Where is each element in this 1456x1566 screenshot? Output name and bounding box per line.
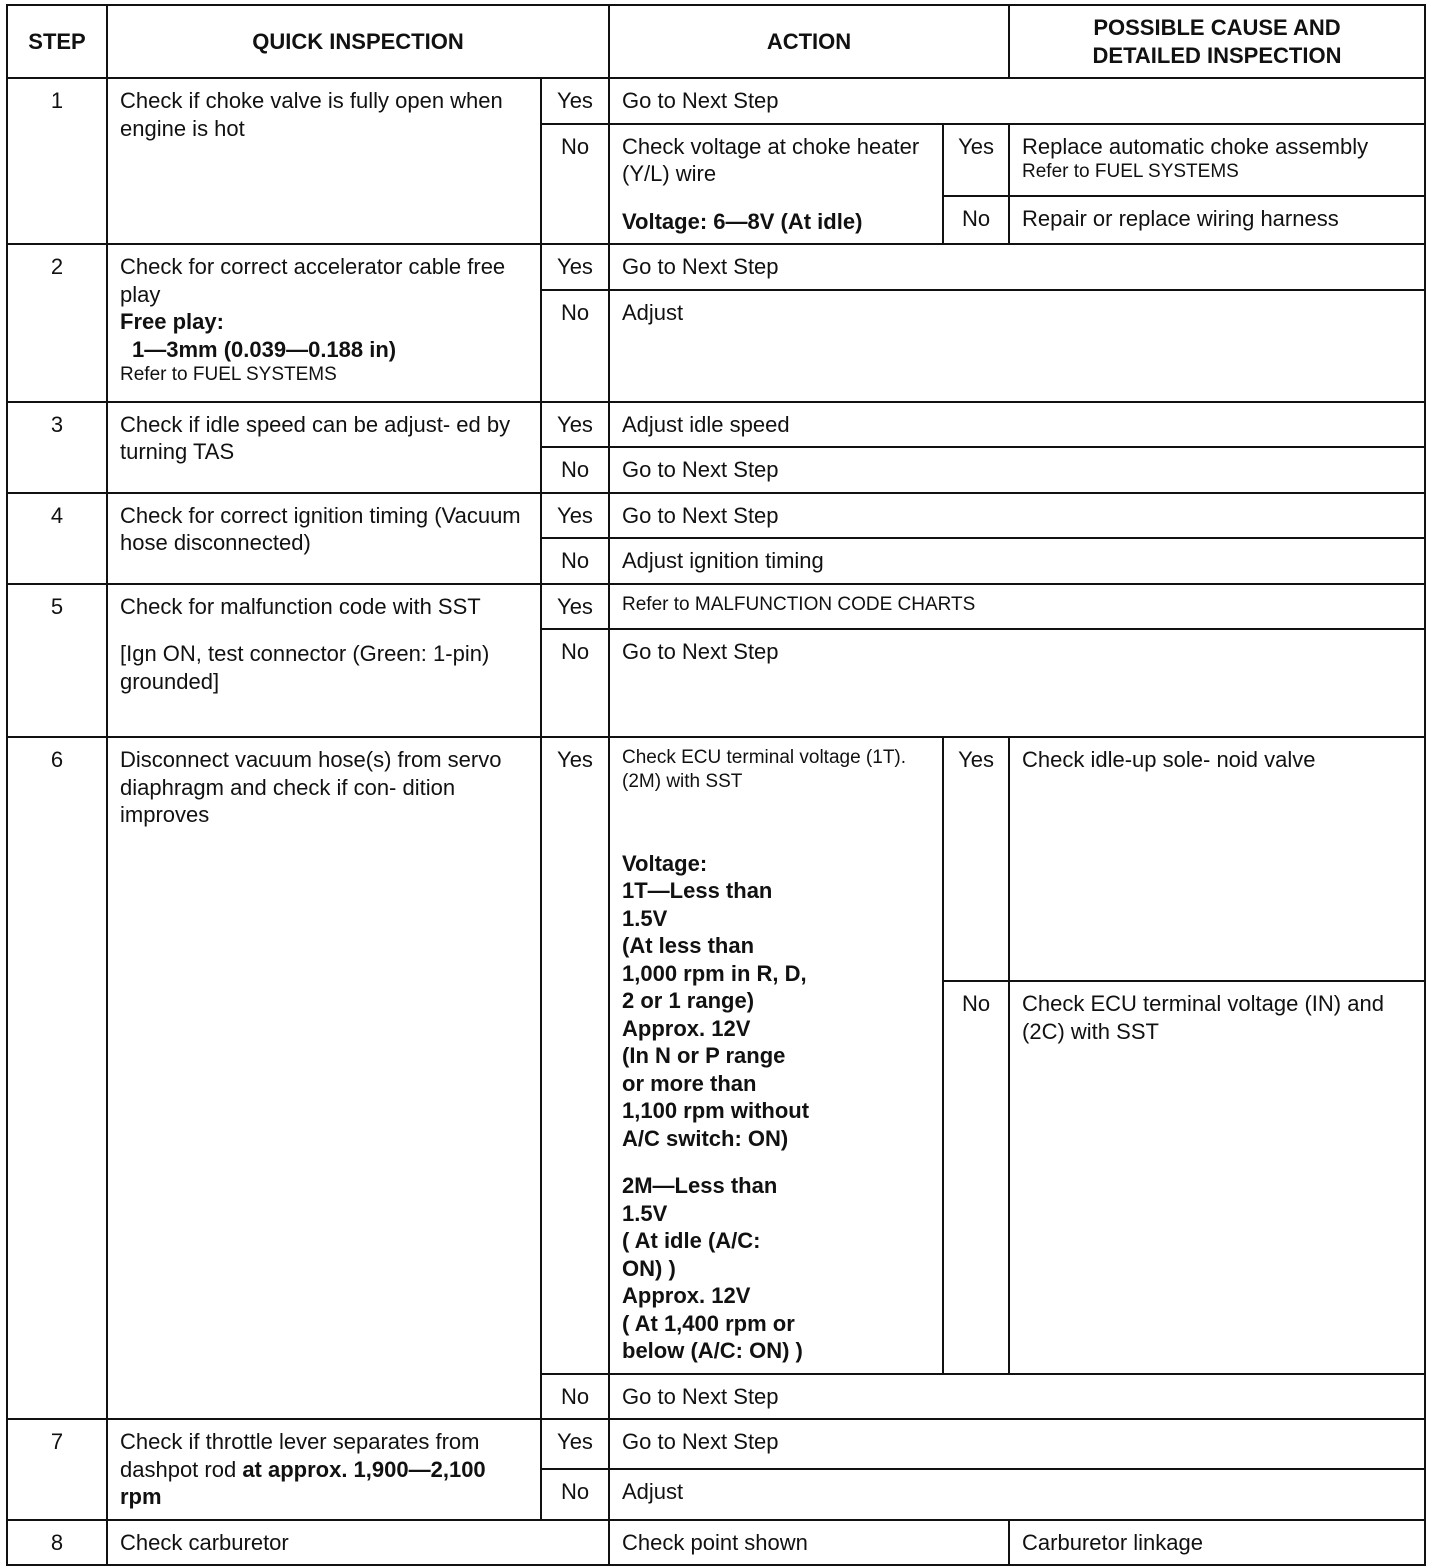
step-1-sub-no-label: No <box>943 196 1009 244</box>
step-2-inspection-text: Check for correct accelerator cable free play <box>120 254 506 307</box>
step-6-sub-yes-label: Yes <box>943 737 1009 981</box>
step-1-no-label: No <box>541 124 609 245</box>
step-1-sub-yes-label: Yes <box>943 124 1009 197</box>
step-1-yes-label: Yes <box>541 78 609 124</box>
step-2-spec-label: Free play: <box>120 309 224 334</box>
step-7-inspection-spec: at approx. 1,900—2,100 rpm <box>120 1456 486 1509</box>
step-2-yes-label: Yes <box>541 244 609 290</box>
header-possible-cause <box>1009 5 1425 78</box>
step-5-yes-row <box>7 584 1425 630</box>
step-7-number: 7 <box>7 1419 107 1520</box>
step-6-number: 6 <box>7 737 107 1419</box>
spacer <box>622 1152 930 1172</box>
step-7-yes-row <box>7 1419 1425 1469</box>
step-4-no-action: Adjust ignition timing <box>609 538 1425 584</box>
step-2-ref: Refer to FUEL SYSTEMS <box>120 364 337 385</box>
step-4-yes-row <box>7 493 1425 539</box>
step-6-yes-action-text: Check ECU terminal voltage (1T). (2M) with SST <box>622 747 907 792</box>
spacer <box>622 188 930 208</box>
step-7-no-action: Adjust <box>609 1469 1425 1519</box>
spacer <box>622 794 930 850</box>
step-2-no-action: Adjust <box>609 290 1425 402</box>
step-1-sub-yes-ref: Refer to FUEL SYSTEMS <box>1022 161 1239 182</box>
step-4-yes-action: Go to Next Step <box>609 493 1425 539</box>
step-5-number: 5 <box>7 584 107 738</box>
step-4-yes-label: Yes <box>541 493 609 539</box>
step-6-spec-1t: Voltage: 1T—Less than 1.5V (At less than 1,000 rpm in R, D, 2 or 1 range) Approx. 12V (In N or P range or more than 1,100 rpm without A/C switch: ON) <box>622 850 810 1151</box>
step-5-no-action: Go to Next Step <box>609 629 1425 737</box>
step-2-inspection <box>107 244 541 402</box>
header-action: ACTION <box>609 5 1009 78</box>
step-8-number: 8 <box>7 1520 107 1566</box>
step-8-inspection: Check carburetor <box>107 1520 609 1566</box>
step-1-no-action <box>609 124 943 245</box>
step-6-sub-yes-cause: Check idle-up sole- noid valve <box>1009 737 1425 981</box>
step-6-no-label: No <box>541 1374 609 1420</box>
step-5-inspection-text: Check for malfunction code with SST <box>120 593 481 619</box>
header-cause-line2: DETAILED INSPECTION <box>1092 42 1342 68</box>
step-6-no-action: Go to Next Step <box>609 1374 1425 1420</box>
step-3-number: 3 <box>7 402 107 493</box>
step-2-yes-row <box>7 244 1425 290</box>
step-8-cause: Carburetor linkage <box>1009 1520 1425 1566</box>
step-5-yes-label: Yes <box>541 584 609 630</box>
step-3-yes-label: Yes <box>541 402 609 448</box>
step-1-sub-yes-text: Replace automatic choke assembly <box>1022 133 1369 159</box>
step-5-inspection <box>107 584 541 738</box>
step-2-no-label: No <box>541 290 609 402</box>
step-6-spec-2m: 2M—Less than 1.5V ( At idle (A/C: ON) ) Approx. 12V ( At 1,400 rpm or below (A/C: ON) ) <box>622 1173 803 1363</box>
header-step: STEP <box>7 5 107 78</box>
step-5-no-label: No <box>541 629 609 737</box>
step-2-spec-value: 1—3mm (0.039—0.188 in) <box>132 336 397 362</box>
step-8-action: Check point shown <box>609 1520 1009 1566</box>
step-1-number: 1 <box>7 78 107 244</box>
step-5-yes-action: Refer to MALFUNCTION CODE CHARTS <box>609 584 1425 630</box>
step-6-yes-row <box>7 737 1425 981</box>
step-6-yes-action <box>609 737 943 1374</box>
step-3-yes-row <box>7 402 1425 448</box>
step-4-inspection: Check for correct ignition timing (Vacuum hose disconnected) <box>107 493 541 584</box>
step-6-sub-no-label: No <box>943 981 1009 1373</box>
step-1-yes-row <box>7 78 1425 124</box>
step-7-yes-label: Yes <box>541 1419 609 1469</box>
step-6-sub-no-cause: Check ECU terminal voltage (IN) and (2C) with SST <box>1009 981 1425 1373</box>
step-3-no-label: No <box>541 447 609 493</box>
step-7-inspection <box>107 1419 541 1520</box>
step-7-yes-action: Go to Next Step <box>609 1419 1425 1469</box>
step-8-row <box>7 1520 1425 1566</box>
step-1-no-action-text: Check voltage at choke heater (Y/L) wire <box>622 133 920 186</box>
step-6-yes-label: Yes <box>541 737 609 1374</box>
step-4-number: 4 <box>7 493 107 584</box>
step-1-voltage-spec: Voltage: 6—8V (At idle) <box>622 208 863 234</box>
spacer <box>120 620 528 640</box>
step-6-inspection: Disconnect vacuum hose(s) from servo diaphragm and check if con- dition improves <box>107 737 541 1419</box>
step-1-sub-no-cause: Repair or replace wiring harness <box>1009 196 1425 244</box>
header-quick-inspection: QUICK INSPECTION <box>107 5 609 78</box>
step-3-inspection: Check if idle speed can be adjust- ed by turning TAS <box>107 402 541 493</box>
step-5-note: [Ign ON, test connector (Green: 1-pin) grounded] <box>120 641 490 694</box>
step-2-yes-action: Go to Next Step <box>609 244 1425 290</box>
step-1-sub-yes-cause <box>1009 124 1425 197</box>
step-7-no-label: No <box>541 1469 609 1519</box>
step-1-inspection: Check if choke valve is fully open when engine is hot <box>107 78 541 244</box>
step-4-no-label: No <box>541 538 609 584</box>
step-7-inspection-text: Check if throttle lever separates from dashpot rod <box>120 1429 480 1482</box>
troubleshooting-table <box>6 4 1426 1566</box>
step-1-yes-action: Go to Next Step <box>609 78 1425 124</box>
header-cause-line1: POSSIBLE CAUSE AND <box>1093 15 1341 40</box>
header-row <box>7 5 1425 78</box>
step-3-yes-action: Adjust idle speed <box>609 402 1425 448</box>
step-2-number: 2 <box>7 244 107 402</box>
step-3-no-action: Go to Next Step <box>609 447 1425 493</box>
